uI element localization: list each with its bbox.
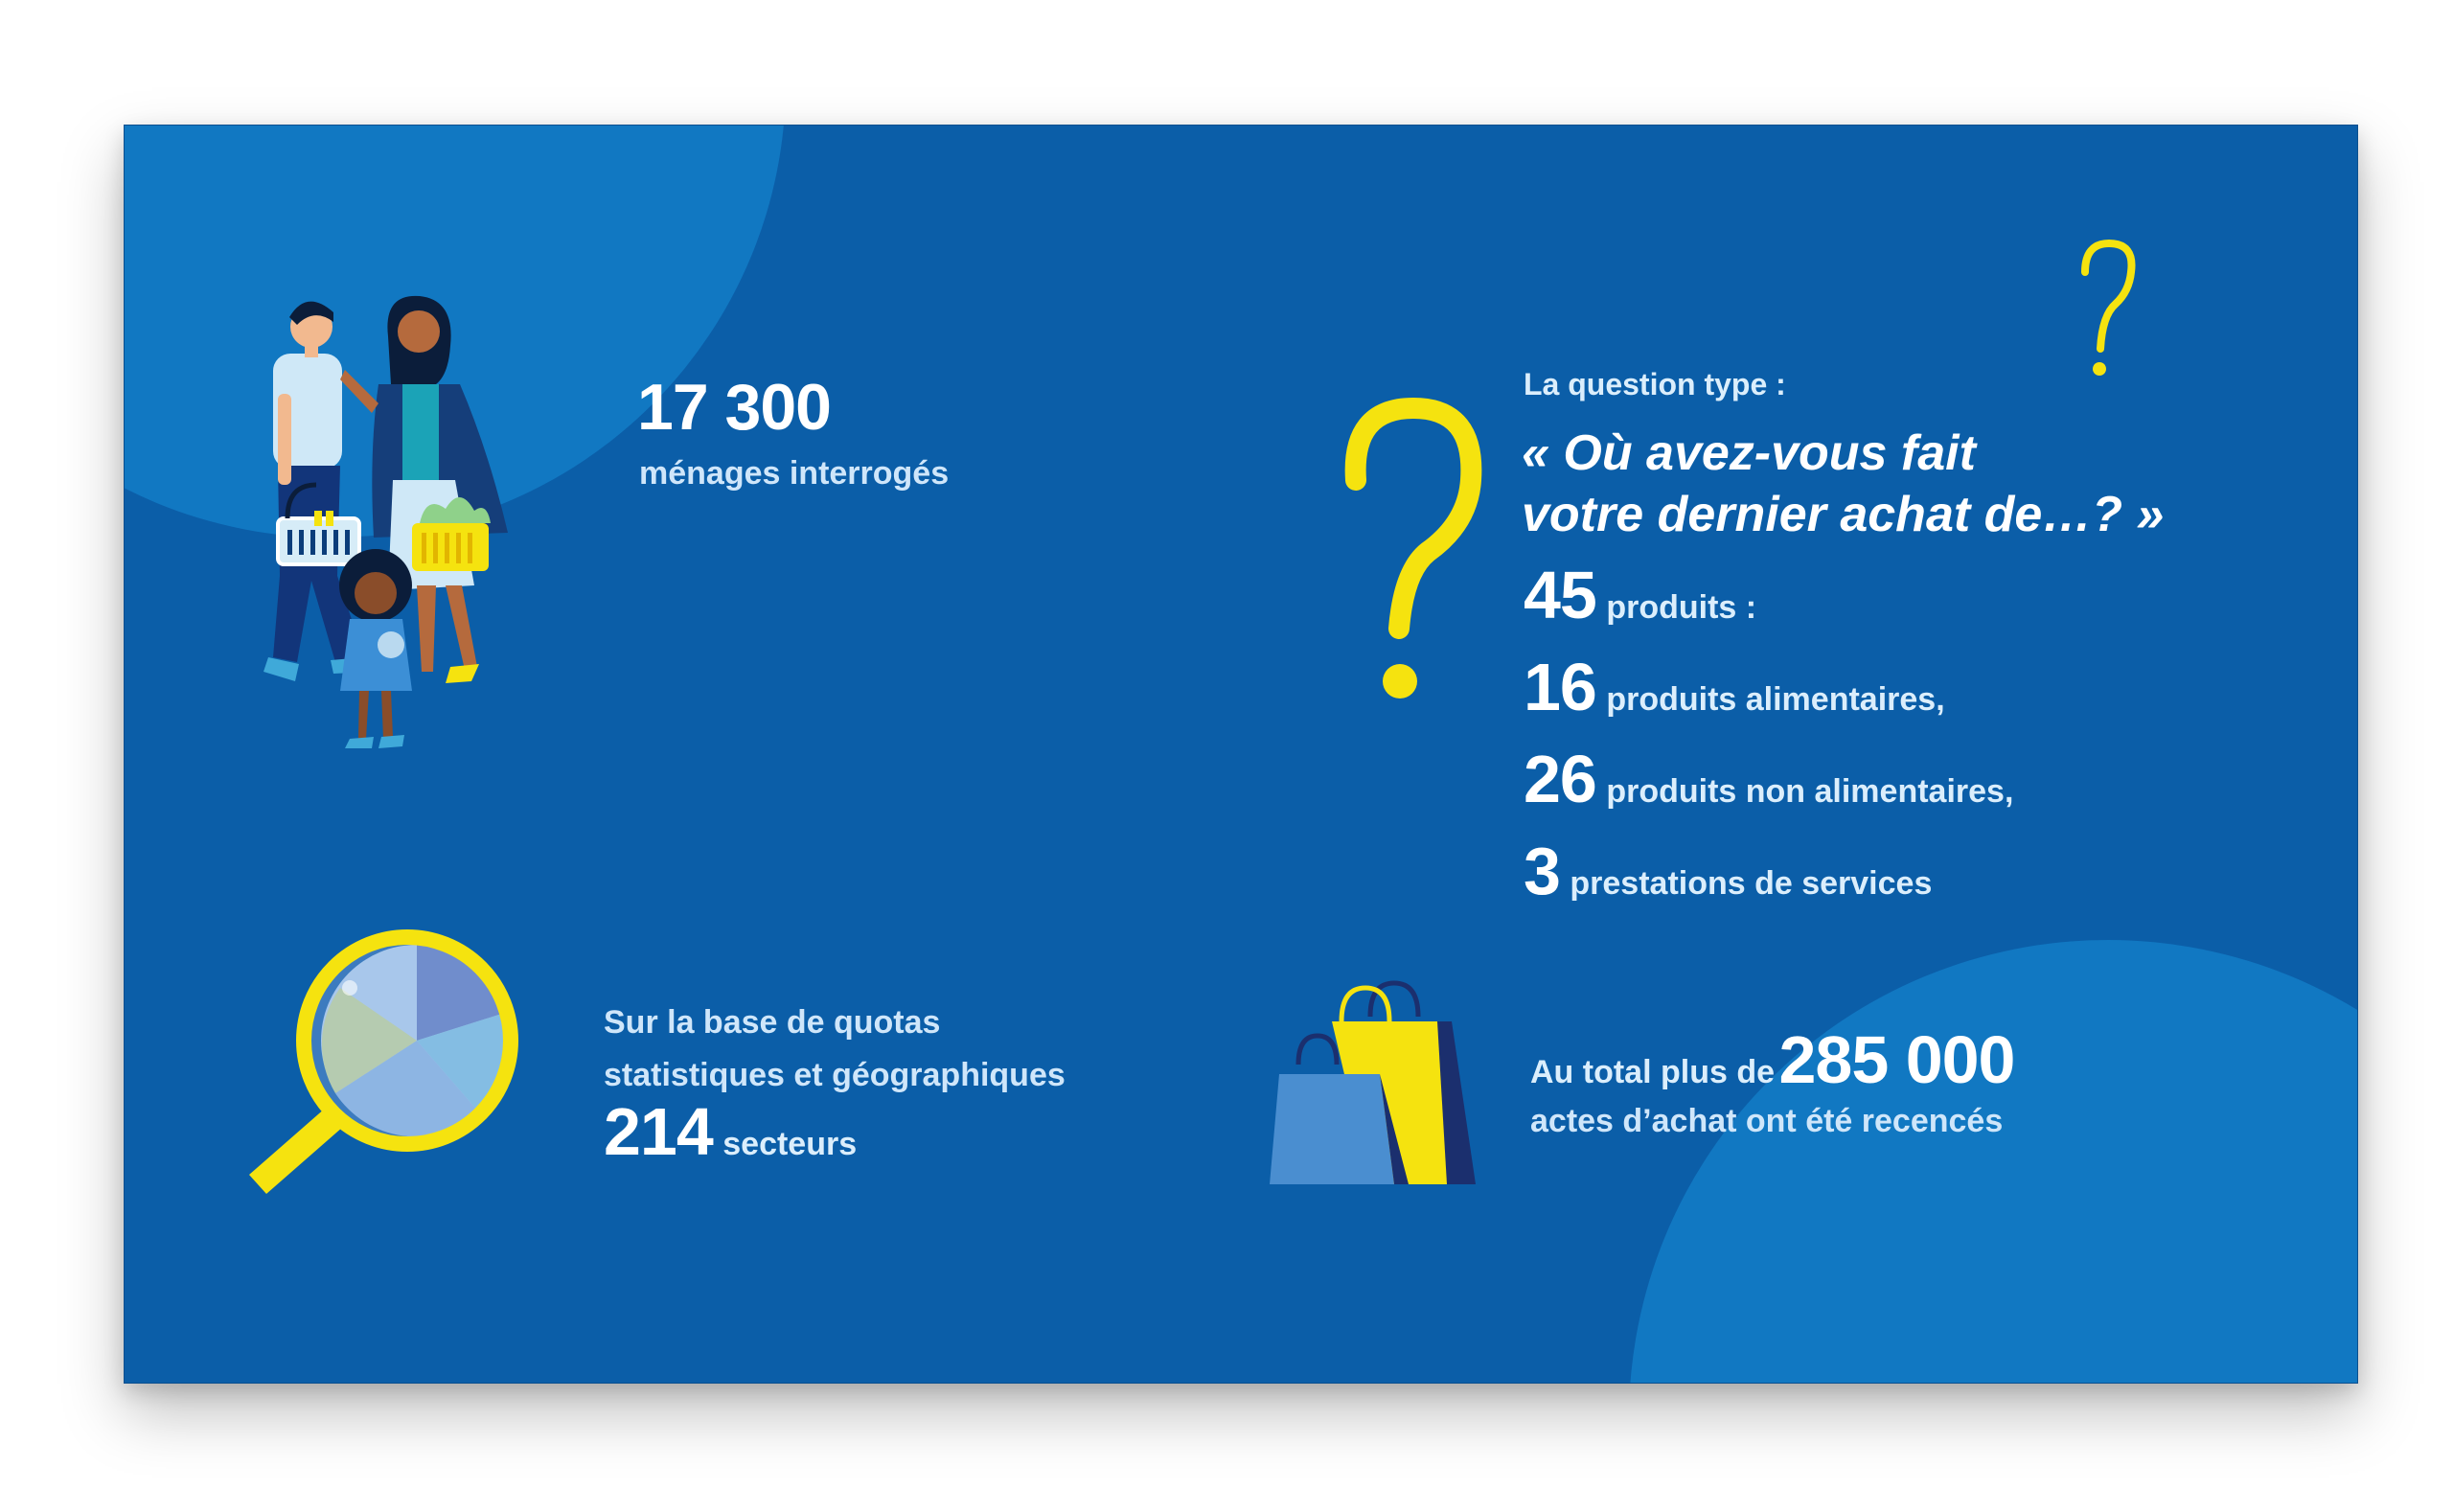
nonfood-products-number: 26 xyxy=(1524,742,1596,816)
total-label: actes d’achat ont été recencés xyxy=(1530,1103,2004,1139)
food-products-label: produits alimentaires, xyxy=(1606,681,1945,718)
services-number: 3 xyxy=(1524,834,1560,908)
infographic-card xyxy=(124,125,2358,1384)
total-number: 285 000 xyxy=(1778,1022,2015,1097)
households-label: ménages interrogés xyxy=(639,455,950,492)
products-total-label: produits : xyxy=(1606,589,1757,626)
sectors-row xyxy=(604,1093,857,1170)
food-products-row xyxy=(1524,649,1945,725)
sectors-line2: statistiques et géographiques xyxy=(604,1057,1066,1093)
products-total-number: 45 xyxy=(1524,558,1596,632)
total-prefix: Au total plus de xyxy=(1530,1054,1775,1090)
sectors-label: secteurs xyxy=(722,1126,858,1162)
sectors-number: 214 xyxy=(604,1094,713,1169)
food-products-number: 16 xyxy=(1524,650,1596,724)
sectors-line1: Sur la base de quotas xyxy=(604,1004,941,1041)
magnifier-pie-icon xyxy=(192,930,594,1218)
nonfood-products-row xyxy=(1524,741,2013,817)
question-line2: votre dernier achat de…? » xyxy=(1522,487,2165,542)
question-mark-icon xyxy=(1337,394,1490,710)
question-line1: « Où avez-vous fait xyxy=(1522,425,1976,481)
services-row xyxy=(1524,833,1932,909)
shopping-bags-icon xyxy=(1265,983,1495,1194)
family-shopping-illustration xyxy=(220,288,565,806)
products-row xyxy=(1524,557,1756,633)
question-intro: La question type : xyxy=(1524,367,1786,401)
background-circle-bottom-right xyxy=(1629,940,2358,1384)
total-row xyxy=(1530,1021,2015,1098)
small-question-mark-icon xyxy=(2075,239,2143,382)
households-number: 17 300 xyxy=(637,371,831,444)
nonfood-products-label: produits non alimentaires, xyxy=(1606,773,2014,810)
services-label: prestations de services xyxy=(1570,865,1933,902)
